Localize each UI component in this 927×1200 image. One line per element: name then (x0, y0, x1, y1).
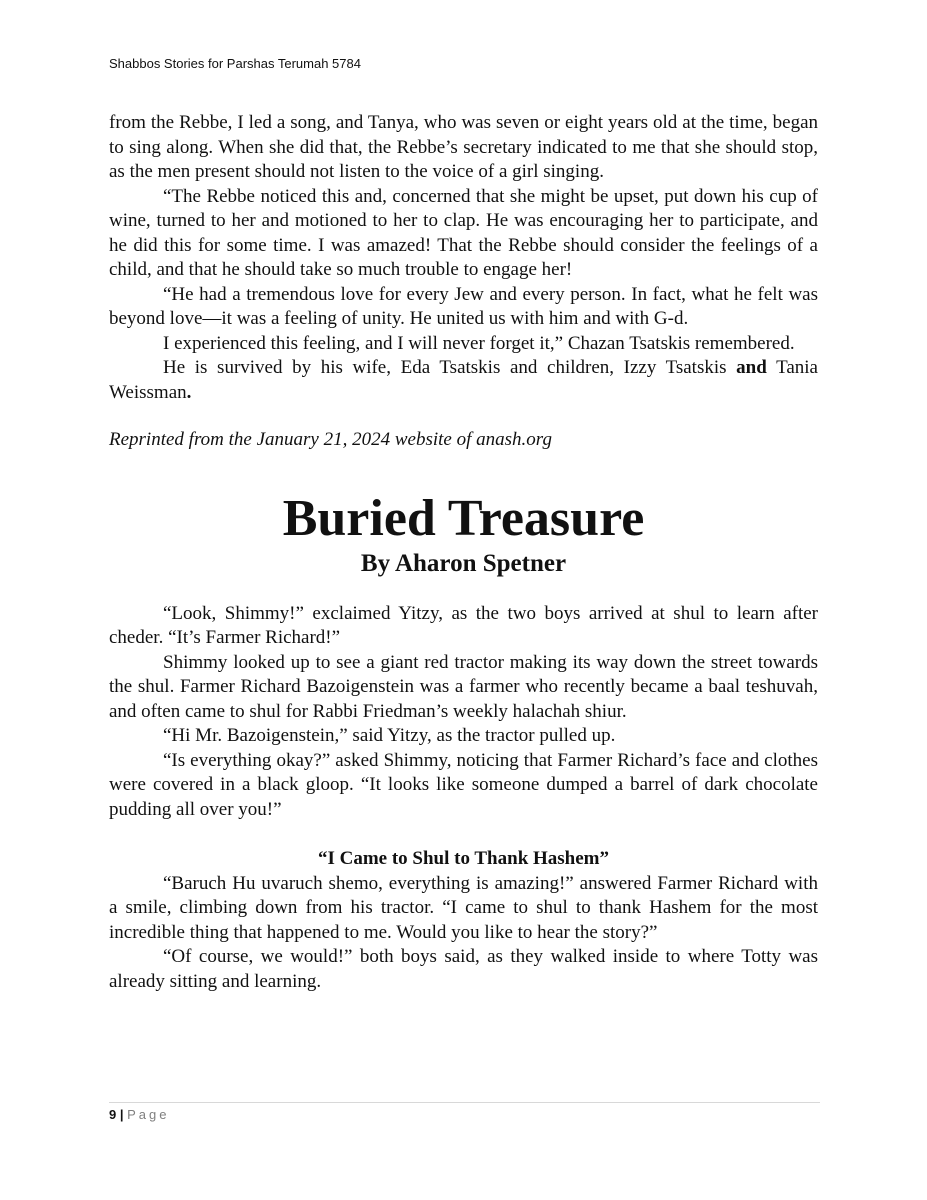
story-paragraph: Shimmy looked up to see a giant red tractor making its way down the street towards the shul. Farmer Richard Bazoigenstein was a farmer who recently became a baal teshuvah, and often came to shul for Rabbi Friedman’s weekly halachah shiur. (109, 651, 818, 722)
footer-divider (109, 1102, 820, 1103)
article1-paragraph: “He had a tremendous love for every Jew and every person. In fact, what he felt was beyond love—it was a feeling of unity. He united us with him and with G-d. (109, 283, 818, 329)
article1-paragraph: “The Rebbe noticed this and, concerned that she might be upset, put down his cup of wine, turned to her and motioned to her to clap. He was encouraging her to participate, and he did this for some time. I was amazed! That the Rebbe should consider the feelings of a child, and that he should take so much trouble to engage her! (109, 185, 818, 280)
running-header: Shabbos Stories for Parshas Terumah 5784 (109, 56, 361, 71)
article-title: Buried Treasure (282, 489, 645, 547)
page-number: 9 (109, 1107, 117, 1122)
page-label: Page (127, 1107, 170, 1122)
survivors-period: . (186, 381, 192, 403)
article1-paragraph: I experienced this feeling, and I will never forget it,” Chazan Tsatskis remembered. (163, 332, 795, 354)
story-paragraph: “Hi Mr. Bazoigenstein,” said Yitzy, as the tractor pulled up. (163, 725, 616, 746)
page-body (109, 111, 818, 994)
article-byline: By Aharon Spetner (360, 549, 567, 577)
survivors-and: and (736, 357, 767, 378)
survivors-text: He is survived by his wife, Eda Tsatskis and children, Izzy Tsatskis (163, 357, 727, 378)
reprint-credit: Reprinted from the January 21, 2024 website of anash.org (109, 429, 552, 450)
story-paragraph: “Of course, we would!” both boys said, as they walked inside to where Totty was already sitting and learning. (109, 946, 818, 992)
footer-separator: | (119, 1107, 124, 1122)
story-paragraph: “Look, Shimmy!” exclaimed Yitzy, as the two boys arrived at shul to learn after cheder. “It’s Farmer Richard!” (109, 602, 818, 648)
survivors-name: Tania Weissman (109, 357, 818, 403)
page-footer (109, 1107, 170, 1122)
story-paragraph: “Baruch Hu uvaruch shemo, everything is amazing!” answered Farmer Richard with a smile, climbing down from his tractor. “I came to shul to thank Hashem for the most incredible thing that happened to me. Would you like to hear the story?” (109, 872, 818, 943)
article1-paragraph: from the Rebbe, I led a song, and Tanya, who was seven or eight years old at the time, began to sing along. When she did that, the Rebbe’s secretary indicated to me that she should stop, as the men present should not listen to the voice of a girl singing. (109, 112, 818, 182)
section-subheading: “I Came to Shul to Thank Hashem” (317, 848, 610, 869)
survivors-paragraph (109, 356, 818, 405)
story-paragraph: “Is everything okay?” asked Shimmy, noticing that Farmer Richard’s face and clothes were covered in a black gloop. “It looks like someone dumped a barrel of dark chocolate pudding all over you!” (109, 749, 818, 820)
